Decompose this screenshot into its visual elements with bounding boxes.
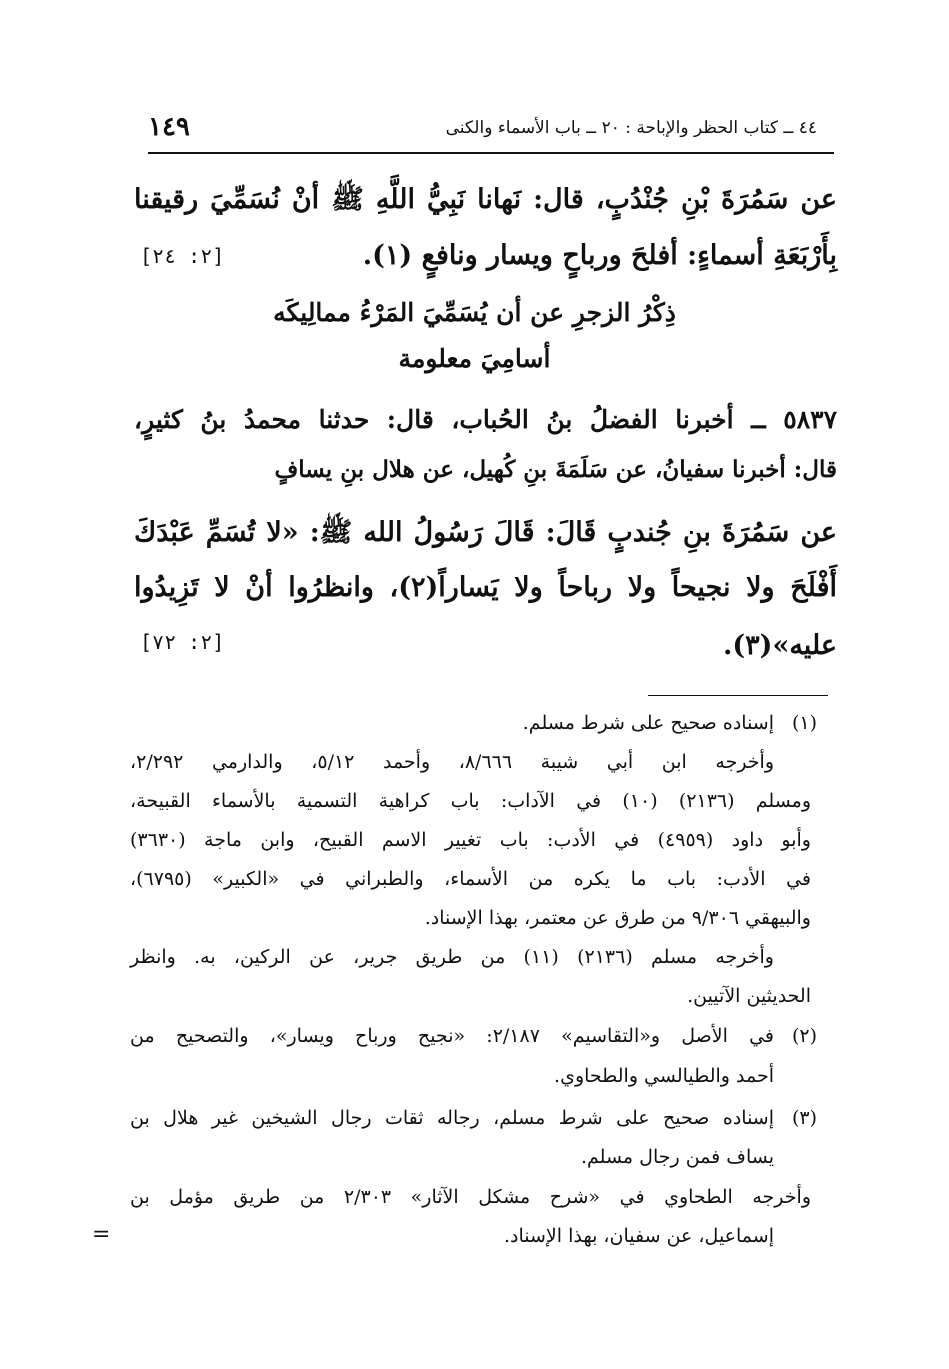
footnote-line: إسناده صحيح على شرط مسلم. (522, 712, 774, 734)
text-line: بِأَرْبَعَةِ أسماءٍ: أفلحَ ورباحٍ ويسار ونافعٍ (١). (362, 240, 837, 271)
header-rule (148, 152, 834, 154)
footnote-line: في الأصل و«التقاسيم» ٢/١٨٧: «نجيح ورباح ويسار»، والتصحيح من (130, 1025, 774, 1047)
source-reference: [٢: ٧٢] (140, 630, 225, 654)
footnote-line: وأخرجه الطحاوي في «شرح مشكل الآثار» ٢/٣٠٣ من طريق مؤمل بن (130, 1186, 811, 1208)
footnote-line: وأبو داود (٤٩٥٩) في الأدب: باب تغيير الاسم القبيح، وابن ماجة (٣٦٣٠) (130, 829, 811, 851)
footnote-number: (٢) (791, 1025, 817, 1047)
footnote-line: إسناده صحيح على شرط مسلم، رجاله ثقات رجال الشيخين غير هلال بن (130, 1107, 774, 1129)
hadith-text-line: أَفْلَحَ ولا نجيحاً ولا رباحاً ولا يَساراً(٢)، وانظرُوا أنْ لا تَزِيدُوا (134, 572, 837, 603)
source-reference: [٢: ٢٤] (140, 244, 225, 268)
footnote-line: أحمد والطيالسي والطحاوي. (554, 1065, 774, 1087)
hadith-isnad-line: ٥٨٣٧ ــ أخبرنا الفضلُ بنُ الحُباب، قال: حدثنا محمدُ بنُ كثيرٍ، (134, 405, 837, 434)
section-subheading: أسامِيَ معلومة (398, 344, 551, 373)
footnote-line: وأخرجه مسلم (٢١٣٦) (١١) من طريق جرير، عن الركين، به. وانظر (130, 946, 774, 968)
hadith-isnad-line: قال: أخبرنا سفيانُ، عن سَلَمَةَ بنِ كُهيل، عن هلال بنِ يسافٍ (274, 456, 837, 483)
footnote-line: يساف فمن رجال مسلم. (581, 1146, 774, 1168)
hadith-text-line: عن سَمُرَةَ بنِ جُندبٍ قَالَ: قَالَ رَسُولُ الله ﷺ: «لا تُسَمِّ عَبْدَكَ (134, 517, 837, 548)
running-title: ٤٤ ــ كتاب الحظر والإباحة : ٢٠ ــ باب الأسماء والكنى (445, 118, 817, 138)
hadith-text-line: عليه»(٣). (722, 630, 837, 661)
footnote-line: ومسلم (٢١٣٦) (١٠) في الآداب: باب كراهية التسمية بالأسماء القبيحة، (130, 790, 811, 812)
footnote-line: والبيهقي ٩/٣٠٦ من طرق عن معتمر، بهذا الإسناد. (424, 907, 811, 929)
section-heading: ذِكْرُ الزجرِ عن أن يُسَمِّيَ المَرْءُ ممالِيكَه (273, 298, 676, 327)
footnote-number: (١) (791, 712, 817, 734)
text-line: عن سَمُرَةَ بْنِ جُنْدُبٍ، قال: نَهانا نَبِيُّ اللَّهِ ﷺ أنْ نُسَمِّيَ رقيقنا (134, 184, 837, 215)
footnote-line: الحديثين الآتيين. (687, 985, 811, 1007)
continuation-marker: = (92, 1222, 111, 1247)
footnote-number: (٣) (791, 1107, 817, 1129)
footnote-separator (648, 695, 828, 696)
footnote-line: وأخرجه ابن أبي شيبة ٨/٦٦٦، وأحمد ٥/١٢، والدارمي ٢/٢٩٢، (130, 751, 775, 773)
footnote-line: في الأدب: باب ما يكره من الأسماء، والطبراني في «الكبير» (٦٧٩٥)، (130, 868, 811, 890)
footnote-line: إسماعيل، عن سفيان، بهذا الإسناد. (503, 1225, 774, 1247)
page-number: ١٤٩ (148, 112, 190, 142)
